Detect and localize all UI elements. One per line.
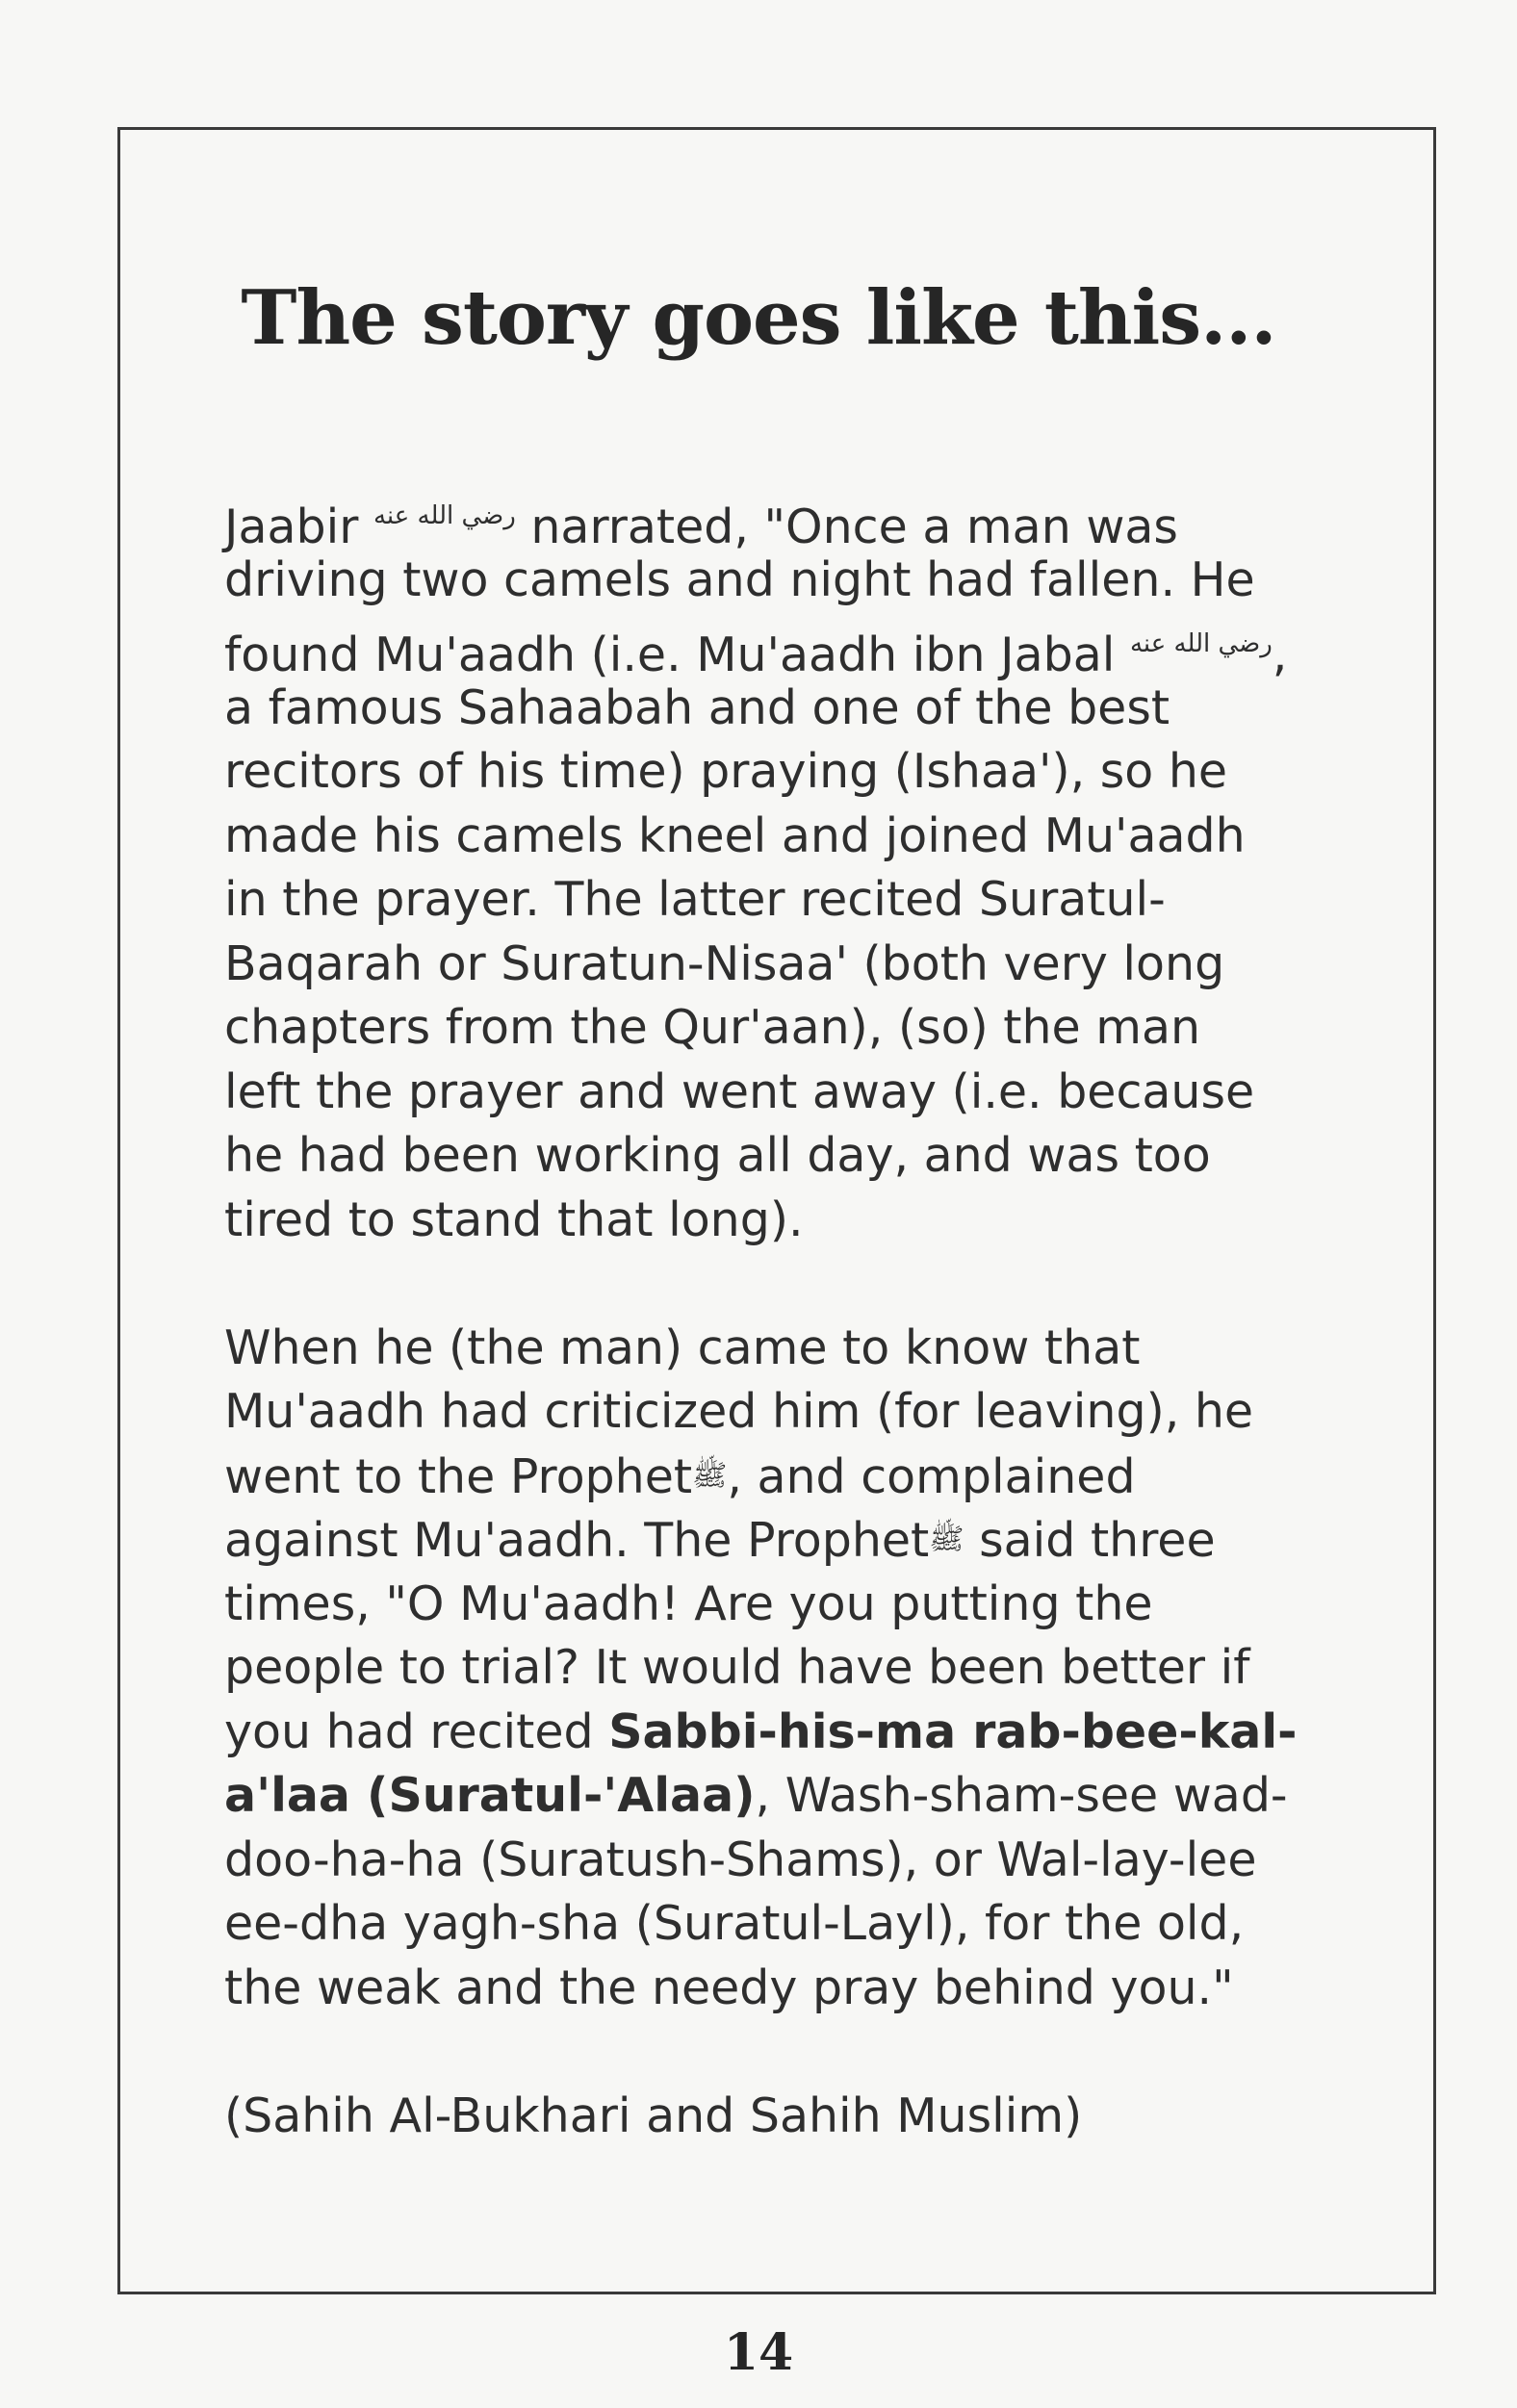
surah-name-bold: a'laa (Suratul-'Alaa) (224, 1768, 756, 1823)
text-line: left the prayer and went away (i.e. because (224, 1063, 1255, 1119)
text-line: went to the Prophetﷺ, and complained (224, 1448, 1136, 1504)
text-line: you had recited Sabbi-his-ma rab-bee-kal- (224, 1704, 1298, 1759)
story-text (224, 484, 1379, 2148)
text-line: a'laa (Suratul-'Alaa), Wash-sham-see wad- (224, 1768, 1288, 1823)
honorific-companion: رضي الله عنه (373, 501, 516, 530)
text-line: tired to stand that long). (224, 1191, 804, 1247)
story-title: The story goes like this... (241, 274, 1276, 362)
honorific-prophet: ﷺ (692, 1458, 728, 1493)
text-line: When he (the man) came to know that (224, 1319, 1141, 1375)
paragraph-gap (224, 1252, 1379, 1317)
text-line: chapters from the Qur'aan), (so) the man (224, 1000, 1201, 1055)
text-line: found Mu'aadh (i.e. Mu'aadh ibn Jabal $^{رضي الله عنه}$, (224, 628, 1288, 682)
source-citation: (Sahih Al-Bukhari and Sahih Muslim) (224, 2088, 1083, 2143)
text-line: Jaabir $^{رضي الله عنه}$ narrated, "Once a man was (224, 500, 1178, 554)
surah-name-bold: Sabbi-his-ma rab-bee-kal- (608, 1704, 1298, 1759)
paragraph-gap (224, 2020, 1379, 2085)
page-number: 14 (723, 2323, 794, 2382)
text-line: made his camels kneel and joined Mu'aadh (224, 807, 1246, 863)
text-line: the weak and the needy pray behind you." (224, 1960, 1234, 2015)
text-line: Mu'aadh had criticized him (for leaving), he (224, 1384, 1254, 1439)
text-line: a famous Sahaabah and one of the best (224, 679, 1170, 735)
text-line: driving two camels and night had fallen. He (224, 551, 1255, 607)
text-line: in the prayer. The latter recited Suratul- (224, 872, 1166, 927)
text-line: Baqarah or Suratun-Nisaa' (both very long (224, 935, 1225, 991)
text-line: times, "O Mu'aadh! Are you putting the (224, 1575, 1153, 1631)
text-line: doo-ha-ha (Suratush-Shams), or Wal-lay-lee (224, 1832, 1257, 1887)
text-line: against Mu'aadh. The Prophetﷺ said three (224, 1513, 1216, 1568)
honorific-companion: رضي الله عنه (1129, 629, 1273, 658)
text-line: ee-dha yagh-sha (Suratul-Layl), for the old, (224, 1896, 1245, 1951)
text-line: people to trial? It would have been better if (224, 1640, 1250, 1695)
text-line: he had been working all day, and was too (224, 1128, 1211, 1183)
text-line: recitors of his time) praying (Ishaa'), so he (224, 744, 1228, 799)
honorific-prophet: ﷺ (929, 1523, 964, 1556)
